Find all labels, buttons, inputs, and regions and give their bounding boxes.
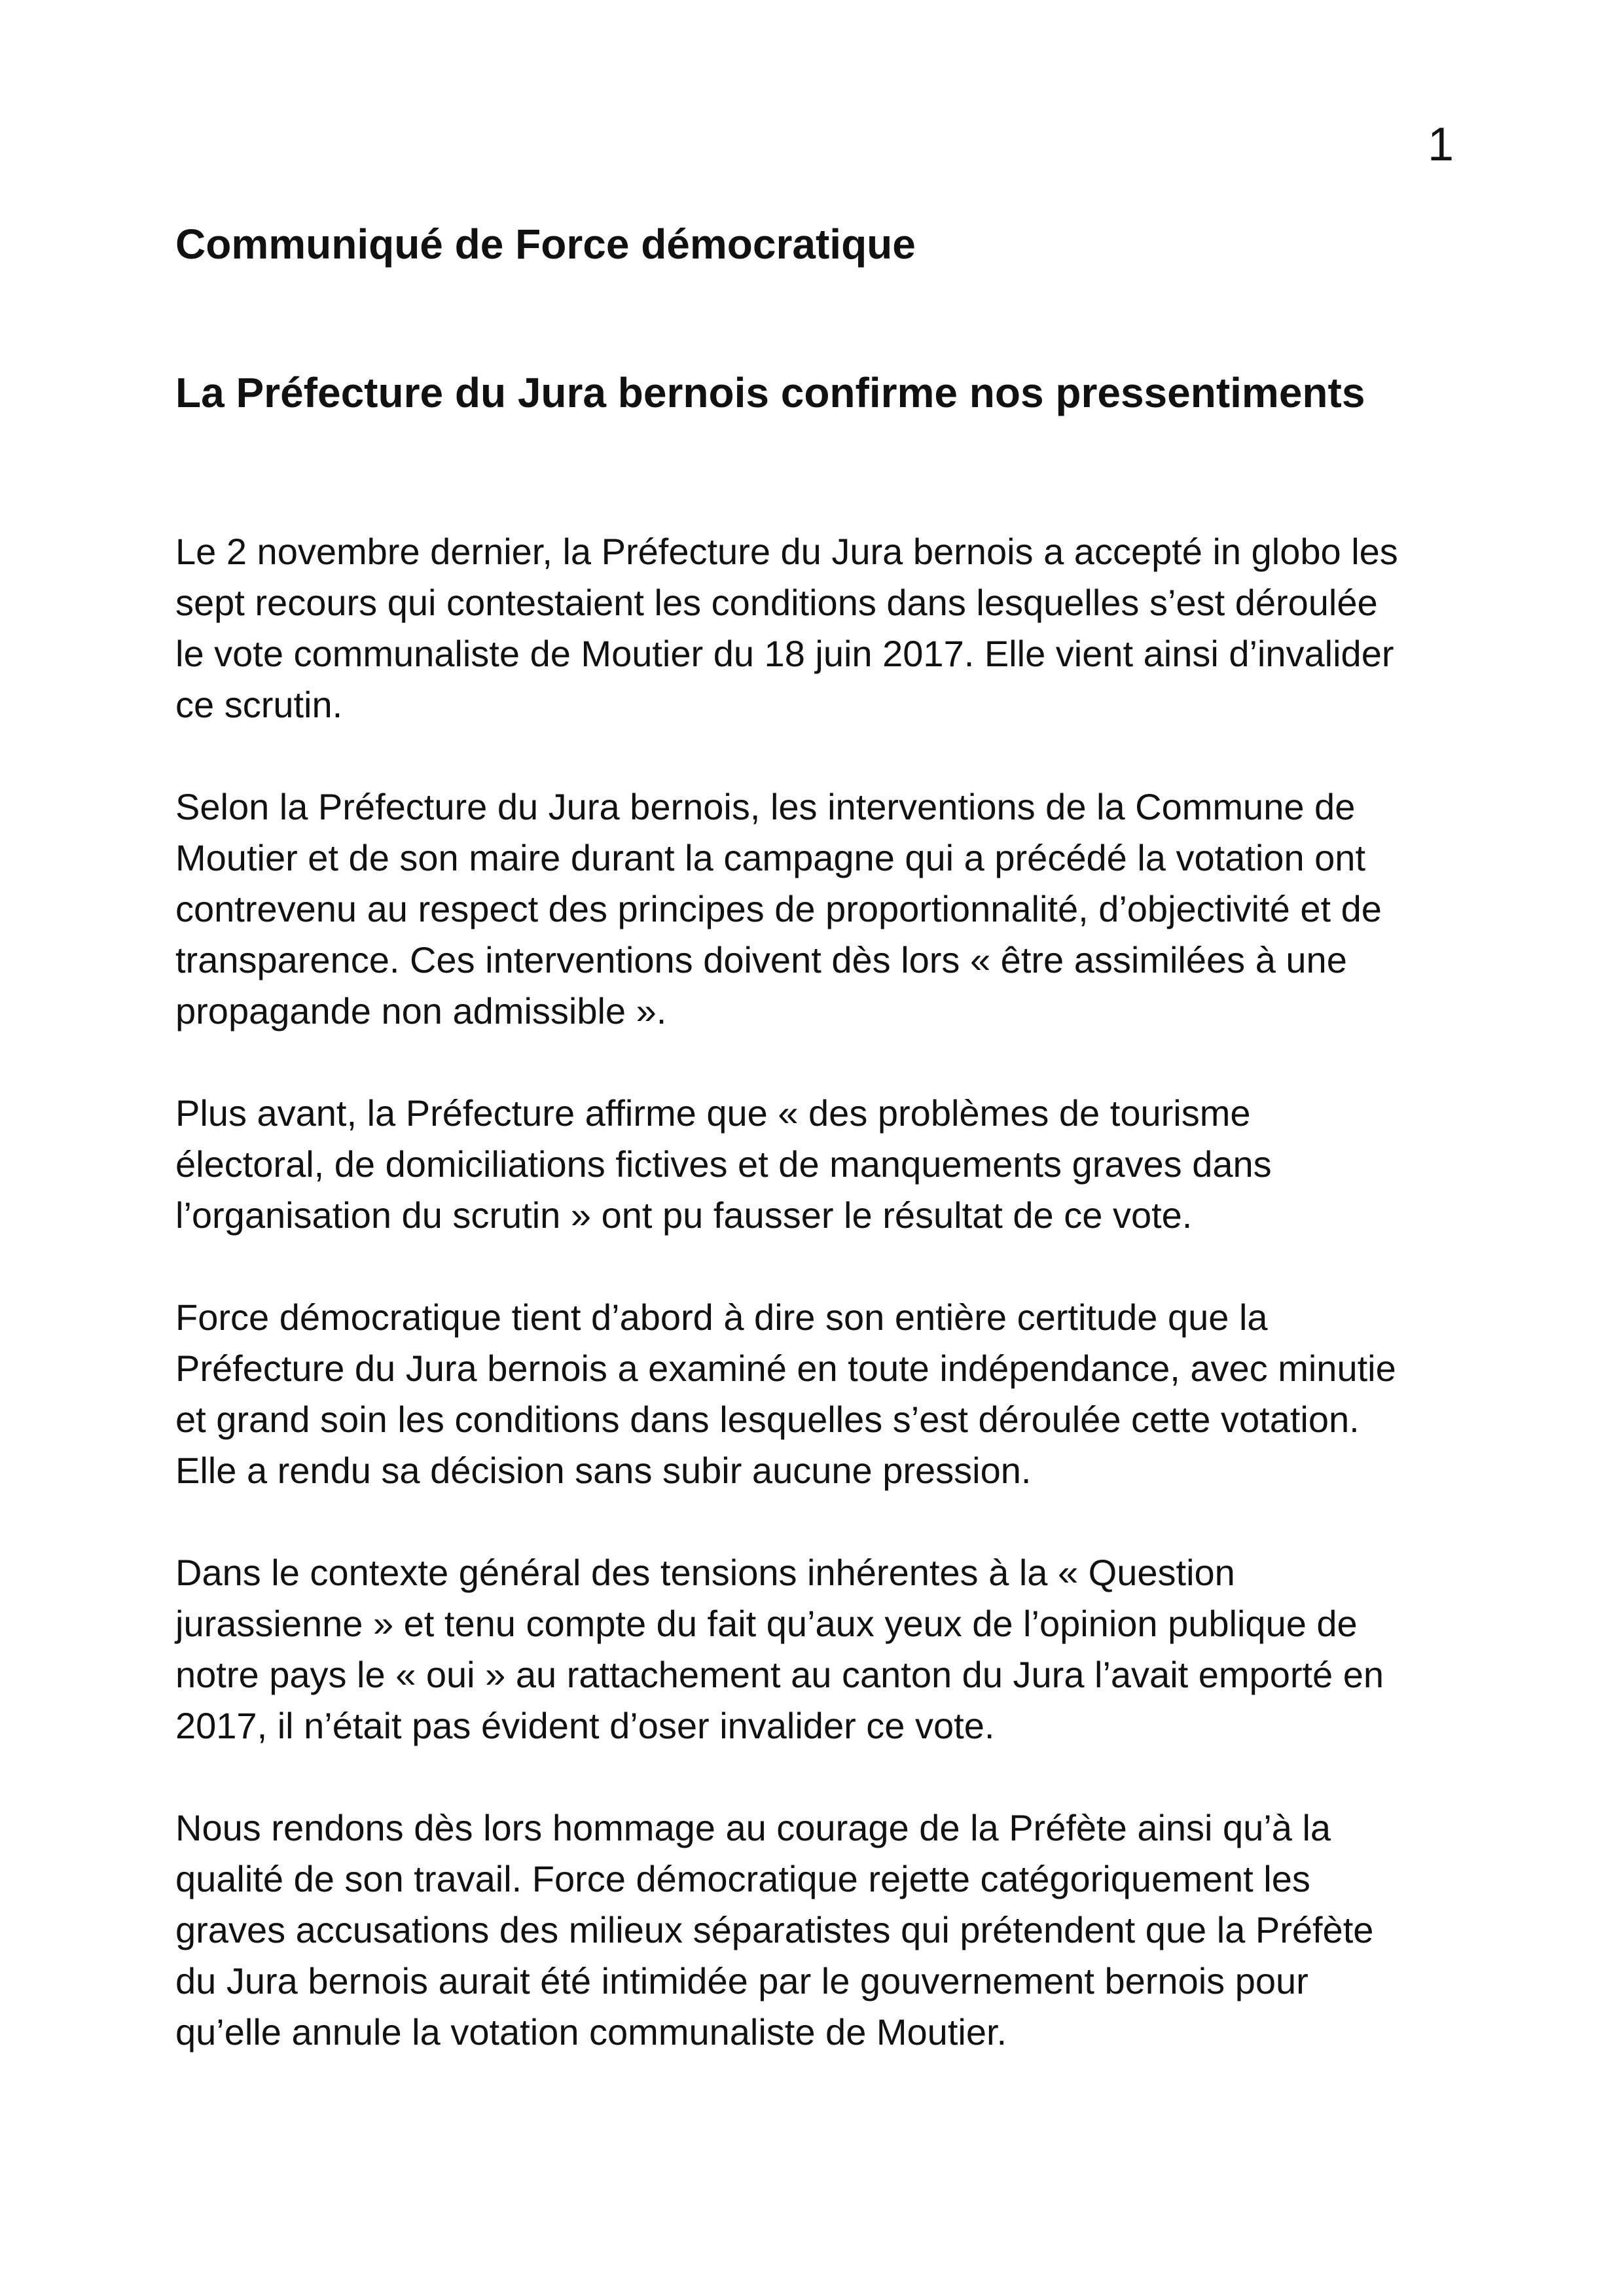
text-line: graves accusations des milieux séparatistes qui prétendent que la Préfète — [175, 1909, 1374, 1950]
document-content — [175, 219, 1471, 2109]
text-line: notre pays le « oui » au rattachement au canton du Jura l’avait emporté en — [175, 1653, 1384, 1695]
text-line: sept recours qui contestaient les conditions dans lesquelles s’est déroulée — [175, 581, 1378, 623]
text-line: Moutier et de son maire durant la campagne qui a précédé la votation ont — [175, 836, 1366, 878]
text-line: Préfecture du Jura bernois a examiné en toute indépendance, avec minutie — [175, 1347, 1396, 1389]
text-line: Le 2 novembre dernier, la Préfecture du Jura bernois a accepté in globo les — [175, 530, 1398, 572]
document-subtitle: La Préfecture du Jura bernois confirme nos pressentiments — [175, 368, 1365, 416]
paragraph — [175, 1803, 1471, 2058]
text-line: le vote communaliste de Moutier du 18 juin 2017. Elle vient ainsi d’invalider — [175, 632, 1394, 674]
text-line: jurassienne » et tenu compte du fait qu’aux yeux de l’opinion publique de — [175, 1602, 1358, 1644]
text-line: Dans le contexte général des tensions inhérentes à la « Question — [175, 1551, 1235, 1593]
text-line: propagande non admissible ». — [175, 990, 667, 1031]
text-line: ce scrutin. — [175, 683, 343, 725]
paragraph — [175, 781, 1471, 1037]
paragraph — [175, 526, 1471, 730]
text-line: Force démocratique tient d’abord à dire son entière certitude que la — [175, 1296, 1268, 1338]
text-line: électoral, de domiciliations fictives et de manquements graves dans — [175, 1143, 1272, 1185]
text-line: Elle a rendu sa décision sans subir aucune pression. — [175, 1449, 1032, 1491]
body-text — [175, 526, 1471, 2058]
text-line: Selon la Préfecture du Jura bernois, les interventions de la Commune de — [175, 785, 1356, 827]
paragraph — [175, 1547, 1471, 1751]
text-line: et grand soin les conditions dans lesquelles s’est déroulée cette votation. — [175, 1398, 1360, 1440]
text-line: qualité de son travail. Force démocratique rejette catégoriquement les — [175, 1857, 1310, 1899]
text-line: Plus avant, la Préfecture affirme que « des problèmes de tourisme — [175, 1092, 1251, 1134]
paragraph — [175, 1088, 1471, 1241]
text-line: contrevenu au respect des principes de proportionnalité, d’objectivité et de — [175, 888, 1382, 929]
text-line: du Jura bernois aurait été intimidée par le gouvernement bernois pour — [175, 1960, 1308, 2001]
text-line: l’organisation du scrutin » ont pu fausser le résultat de ce vote. — [175, 1194, 1193, 1236]
text-line: 2017, il n’était pas évident d’oser invalider ce vote. — [175, 1704, 995, 1746]
text-line: qu’elle annule la votation communaliste de Moutier. — [175, 2011, 1007, 2053]
text-line: Nous rendons dès lors hommage au courage de la Préfète ainsi qu’à la — [175, 1806, 1331, 1848]
text-line: transparence. Ces interventions doivent dès lors « être assimilées à une — [175, 939, 1347, 980]
page-number: 1 — [1427, 118, 1454, 171]
document-title: Communiqué de Force démocratique — [175, 221, 916, 268]
paragraph — [175, 1292, 1471, 1496]
